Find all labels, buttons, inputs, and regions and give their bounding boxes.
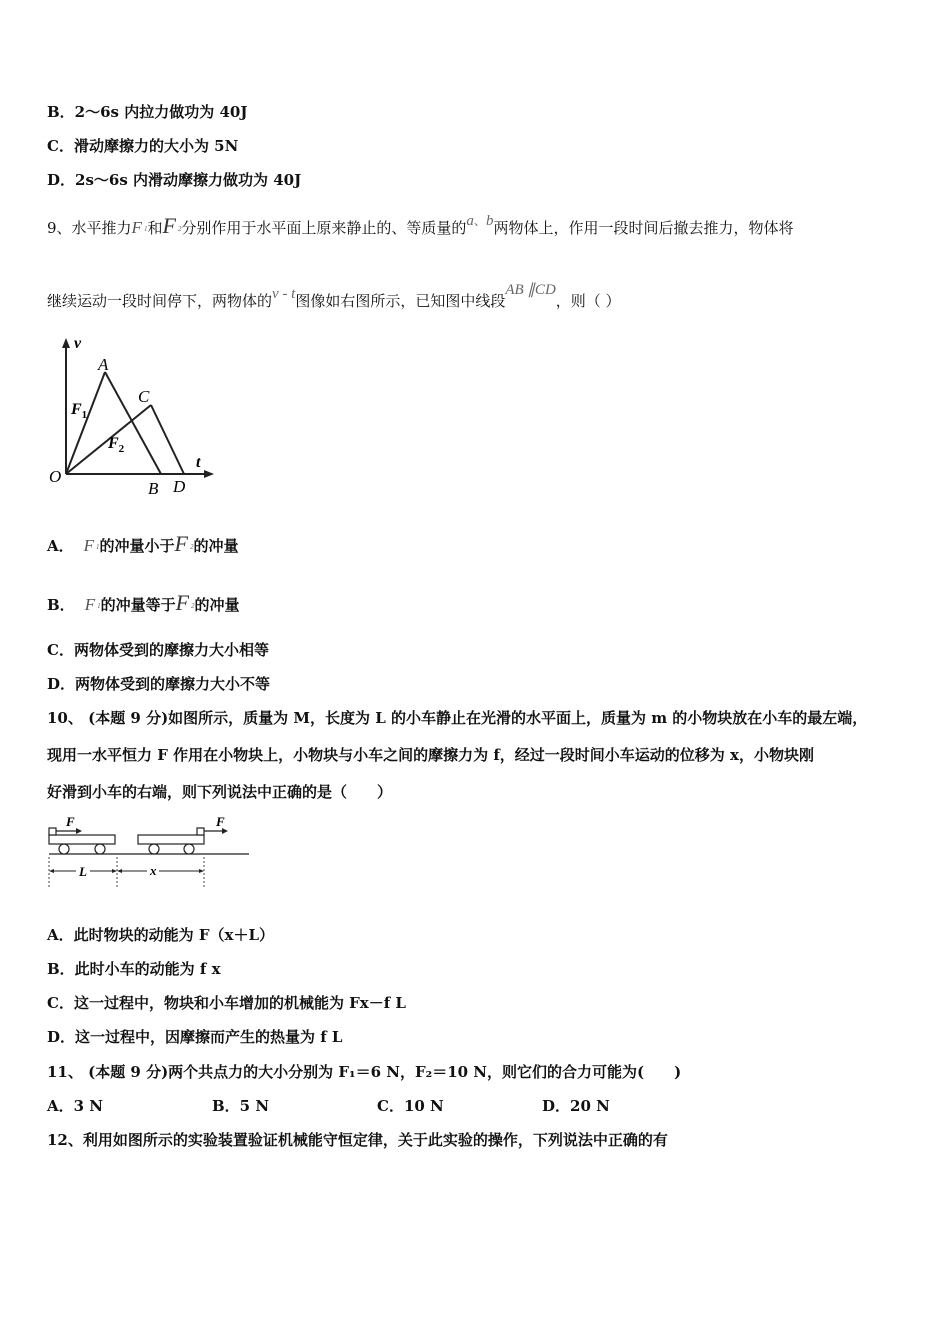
dimension-L-label: L [79,864,87,879]
q11-option-b: B．5 N [212,1097,270,1115]
vt-symbol: v - t [272,286,296,302]
left-cart-wheel [95,844,105,854]
ab-parallel-cd: AB ∥CD [505,282,556,298]
a-label: A [98,355,109,374]
q11-stem: 11、 (本题 9 分)两个共点力的大小分别为 F₁＝6 N，F₂＝10 N，则它们的合力可能为( ) [47,1063,682,1081]
d-label: D [173,477,186,496]
q11-option-d: D．20 N [542,1097,610,1115]
q9-stem-line1: 9、水平推力F $^1$和F $^2$分别作用于水平面上原来静止的、等质量的a、b两物体上，作用一段时间后撤去推力，物体将 [47,213,794,238]
c-label: C [138,387,150,406]
f1-label: $F_1$ [71,401,88,421]
f2-label: $F_2$ [108,435,125,455]
b-symbol: b [485,213,494,229]
q10-option-d: D．这一过程中，因摩擦而产生的热量为 f L [47,1028,343,1046]
q9-option-b: B． F $^1$的冲量等于F $^2$的冲量 [47,590,240,615]
q9-option-d: D．两物体受到的摩擦力大小不等 [47,675,271,693]
left-cart-wheel [59,844,69,854]
q10-cart-figure [44,813,254,893]
line-AB [105,372,161,474]
left-block [49,828,56,835]
right-block [197,828,204,835]
q9-vt-graph [44,334,219,499]
q10-stem-line3: 好滑到小车的右端，则下列说法中正确的是（ ） [47,783,393,801]
right-cart-wheel [184,844,194,854]
t-axis-arrow [204,470,214,478]
q8-option-b: B．2～6s 内拉力做功为 40J [47,103,248,121]
q10-stem-line1: 10、 (本题 9 分)如图所示，质量为 M，长度为 L 的小车静止在光滑的水平面上，质量为 m 的小物块放在小车的最左端， [47,709,868,727]
q9-option-c: C．两物体受到的摩擦力大小相等 [47,641,269,659]
left-force-label: F [66,814,75,829]
b-label: B [148,479,159,498]
q10-option-b: B．此时小车的动能为 f x [47,960,221,978]
v-axis-arrow [62,338,70,348]
q11-option-a: A．3 N [47,1097,104,1115]
right-cart-wheel [149,844,159,854]
left-cart-body [49,835,115,844]
dimension-x-label: x [150,863,157,878]
right-cart-body [138,835,204,844]
t-label: t [196,454,201,471]
q8-option-d: D．2s～6s 内滑动摩擦力做功为 40J [47,171,302,189]
right-force-label: F [216,814,225,829]
a-symbol: a [466,213,474,229]
f2-symbol: F $^2$ [162,213,182,238]
f1-symbol: F $^1$ [131,218,148,237]
v-label: v [74,335,82,352]
q11-options [47,1096,610,1116]
q8-option-c: C．滑动摩擦力的大小为 5N [47,137,239,155]
q10-option-c: C．这一过程中，物块和小车增加的机械能为 Fx－f L [47,994,406,1012]
q10-stem-line2: 现用一水平恒力 F 作用在小物块上，小物块与小车之间的摩擦力为 f，经过一段时间小车运动的位移为 x，小物块刚 [47,746,814,764]
left-force-arrowhead [76,828,82,834]
q9-option-a: A． F $^1$的冲量小于F $^2$的冲量 [47,531,239,556]
q12-stem: 12、利用如图所示的实验装置验证机械能守恒定律，关于此实验的操作，下列说法中正确的有 [47,1131,668,1149]
q11-option-c: C．10 N [377,1097,444,1115]
q10-option-a: A．此时物块的动能为 F（x＋L） [47,926,275,944]
q9-stem-line2: 继续运动一段时间停下，两物体的v - t图像如右图所示，已知图中线段AB ∥CD，则（ ） [47,282,621,310]
o-label: O [49,467,62,486]
